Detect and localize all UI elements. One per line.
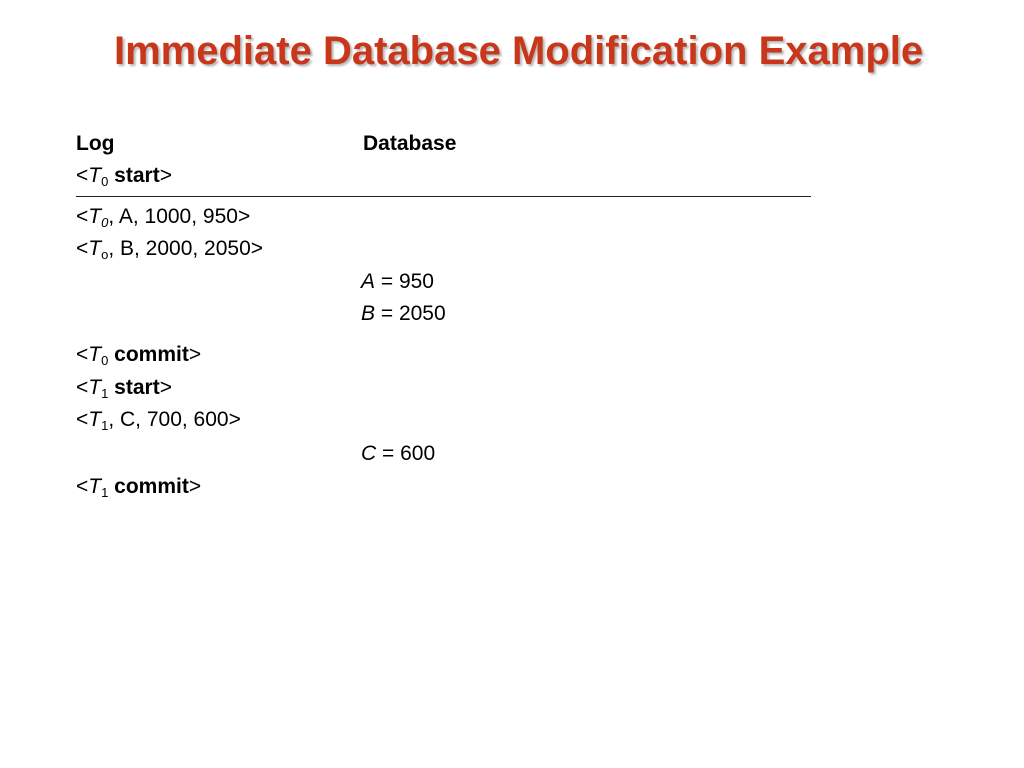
database-variable: B <box>361 302 376 325</box>
log-record-values: , A, 1000, 950> <box>108 205 251 228</box>
open-bracket: < <box>76 237 89 260</box>
transaction-subscript: o <box>101 247 109 262</box>
open-bracket: < <box>76 376 89 399</box>
close-bracket: > <box>188 475 202 498</box>
log-column-header: Log <box>76 132 115 155</box>
close-bracket: > <box>188 343 202 366</box>
transaction-subscript: 0 <box>101 215 109 230</box>
database-value: = 600 <box>376 442 436 465</box>
transaction-subscript: 1 <box>101 418 109 433</box>
transaction-name: T <box>88 376 102 399</box>
open-bracket: < <box>76 343 89 366</box>
transaction-name: T <box>88 237 102 260</box>
open-bracket: < <box>76 475 89 498</box>
transaction-subscript: 0 <box>101 353 109 368</box>
close-bracket: > <box>159 164 172 187</box>
database-value: = 950 <box>375 270 434 293</box>
database-variable: C <box>361 442 377 465</box>
log-keyword: commit <box>114 343 189 366</box>
open-bracket: < <box>76 205 89 228</box>
open-bracket: < <box>76 164 89 187</box>
open-bracket: < <box>76 408 89 431</box>
close-bracket: > <box>159 376 172 399</box>
log-keyword: start <box>114 376 160 399</box>
transaction-subscript: 0 <box>101 174 109 189</box>
transaction-subscript: 1 <box>101 386 109 401</box>
transaction-name: T <box>88 205 102 228</box>
transaction-name: T <box>88 343 102 366</box>
log-entry-t0-commit <box>76 342 201 368</box>
log-entry-t1-commit <box>76 474 201 500</box>
log-record-values: , C, 700, 600> <box>108 408 241 431</box>
transaction-name: T <box>88 408 102 431</box>
header-divider <box>76 196 811 197</box>
database-variable: A <box>361 270 376 293</box>
slide-title: Immediate Database Modification Example <box>114 29 924 73</box>
transaction-name: T <box>88 164 102 187</box>
database-write-a <box>361 269 434 295</box>
log-entry-t0-start <box>76 163 172 189</box>
database-column-header: Database <box>363 132 457 155</box>
transaction-subscript: 1 <box>101 485 109 500</box>
database-value: = 2050 <box>375 302 446 325</box>
log-entry-t0-update-a <box>76 204 250 230</box>
database-write-b <box>361 301 446 327</box>
log-keyword: start <box>114 164 160 187</box>
transaction-name: T <box>88 475 102 498</box>
log-keyword: commit <box>114 475 189 498</box>
log-entry-t0-update-b <box>76 236 263 262</box>
log-record-values: , B, 2000, 2050> <box>108 237 264 260</box>
log-entry-t1-update-c <box>76 407 241 433</box>
log-entry-t1-start <box>76 375 172 401</box>
database-write-c <box>361 441 435 467</box>
